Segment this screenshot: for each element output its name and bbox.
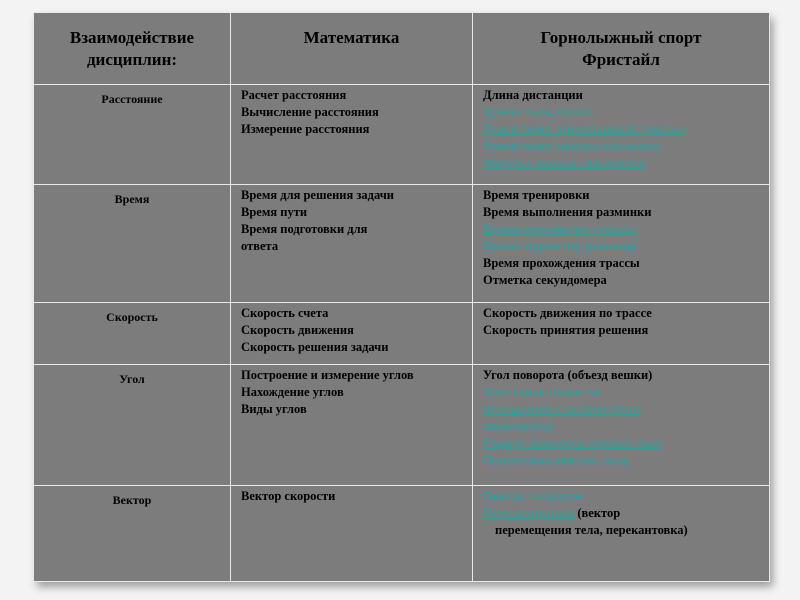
ski-link[interactable]: Время просмотра трассы bbox=[483, 222, 636, 236]
comparison-table-container bbox=[33, 12, 769, 581]
ski-cell bbox=[473, 85, 770, 185]
row-topic: Время bbox=[34, 185, 231, 303]
ski-item: Скорость принятия решения bbox=[483, 323, 649, 337]
ski-cell bbox=[473, 303, 770, 365]
ski-item: Отметка секундомера bbox=[483, 273, 607, 287]
ski-cell bbox=[473, 365, 770, 486]
math-item: Скорость решения задачи bbox=[241, 340, 389, 354]
header-ski bbox=[473, 13, 770, 85]
ski-item: Длина дистанции bbox=[483, 88, 583, 102]
row-topic: Скорость bbox=[34, 303, 231, 365]
ski-link[interactable]: Время принятия решения bbox=[483, 239, 637, 253]
ski-link[interactable]: Фигуры трассы ски-кросса bbox=[483, 156, 645, 170]
math-item: Нахождение углов bbox=[241, 385, 344, 399]
table-row bbox=[34, 185, 770, 303]
ski-link[interactable]: Подготовка кантов, лыж bbox=[483, 453, 629, 467]
table-row bbox=[34, 303, 770, 365]
header-interaction: Взаимодействие дисциплин: bbox=[34, 13, 231, 85]
ski-item: Время тренировки bbox=[483, 188, 590, 202]
header-ski-line1: Горнолыжный спорт bbox=[540, 28, 702, 47]
math-cell bbox=[231, 365, 473, 486]
table-row bbox=[34, 365, 770, 486]
math-item: Скорость движения bbox=[241, 323, 354, 337]
math-item: Скорость счета bbox=[241, 306, 329, 320]
ski-link[interactable]: Радиус поворота горных лыж bbox=[483, 436, 662, 450]
math-item: Время для решения задачи bbox=[241, 188, 394, 202]
ski-link[interactable]: Длина лыж, палок bbox=[483, 105, 592, 119]
ski-item-tail: (вектор bbox=[574, 506, 621, 520]
ski-link[interactable]: закантовки) bbox=[483, 419, 554, 433]
ski-link[interactable]: Угол канта лыжи по bbox=[483, 385, 601, 399]
math-item: Расчет расстояния bbox=[241, 88, 347, 102]
table-header-row bbox=[34, 13, 770, 85]
math-item: Время пути bbox=[241, 205, 308, 219]
row-topic: Угол bbox=[34, 365, 231, 486]
math-item: Измерение расстояния bbox=[241, 122, 370, 136]
ski-item: Время прохождения трассы bbox=[483, 256, 640, 270]
ski-item: Угол поворота (объезд вешки) bbox=[483, 368, 653, 382]
ski-item: перемещения тела, перекантовка) bbox=[495, 523, 688, 537]
ski-link[interactable]: Вектор скорости bbox=[483, 489, 583, 503]
ski-cell bbox=[473, 486, 770, 582]
header-math: Математика bbox=[231, 13, 473, 85]
ski-link[interactable]: отношению к склону (угол bbox=[483, 402, 640, 416]
discipline-interaction-table bbox=[33, 12, 770, 582]
ski-cell bbox=[473, 185, 770, 303]
ski-item: Скорость движения по трассе bbox=[483, 306, 652, 320]
table-row bbox=[34, 486, 770, 582]
row-topic: Вектор bbox=[34, 486, 231, 582]
math-item: Виды углов bbox=[241, 402, 307, 416]
ski-link[interactable]: Траектория горнолыжной трассы bbox=[483, 122, 684, 136]
math-item: Вектор скорости bbox=[241, 489, 336, 503]
ski-link[interactable]: Траектория трассы ски-кросс bbox=[483, 139, 660, 153]
ski-item: Время выполнения разминки bbox=[483, 205, 652, 219]
math-cell bbox=[231, 486, 473, 582]
row-topic: Расстояние bbox=[34, 85, 231, 185]
ski-link[interactable]: Перецентровка bbox=[483, 506, 575, 520]
math-cell bbox=[231, 185, 473, 303]
math-cell bbox=[231, 303, 473, 365]
math-item: Построение и измерение углов bbox=[241, 368, 414, 382]
table-row bbox=[34, 85, 770, 185]
ski-item bbox=[483, 505, 765, 522]
header-ski-line2: Фристайл bbox=[582, 50, 660, 69]
math-item: Время подготовки для ответа bbox=[241, 222, 368, 253]
math-item: Вычисление расстояния bbox=[241, 105, 379, 119]
math-cell bbox=[231, 85, 473, 185]
